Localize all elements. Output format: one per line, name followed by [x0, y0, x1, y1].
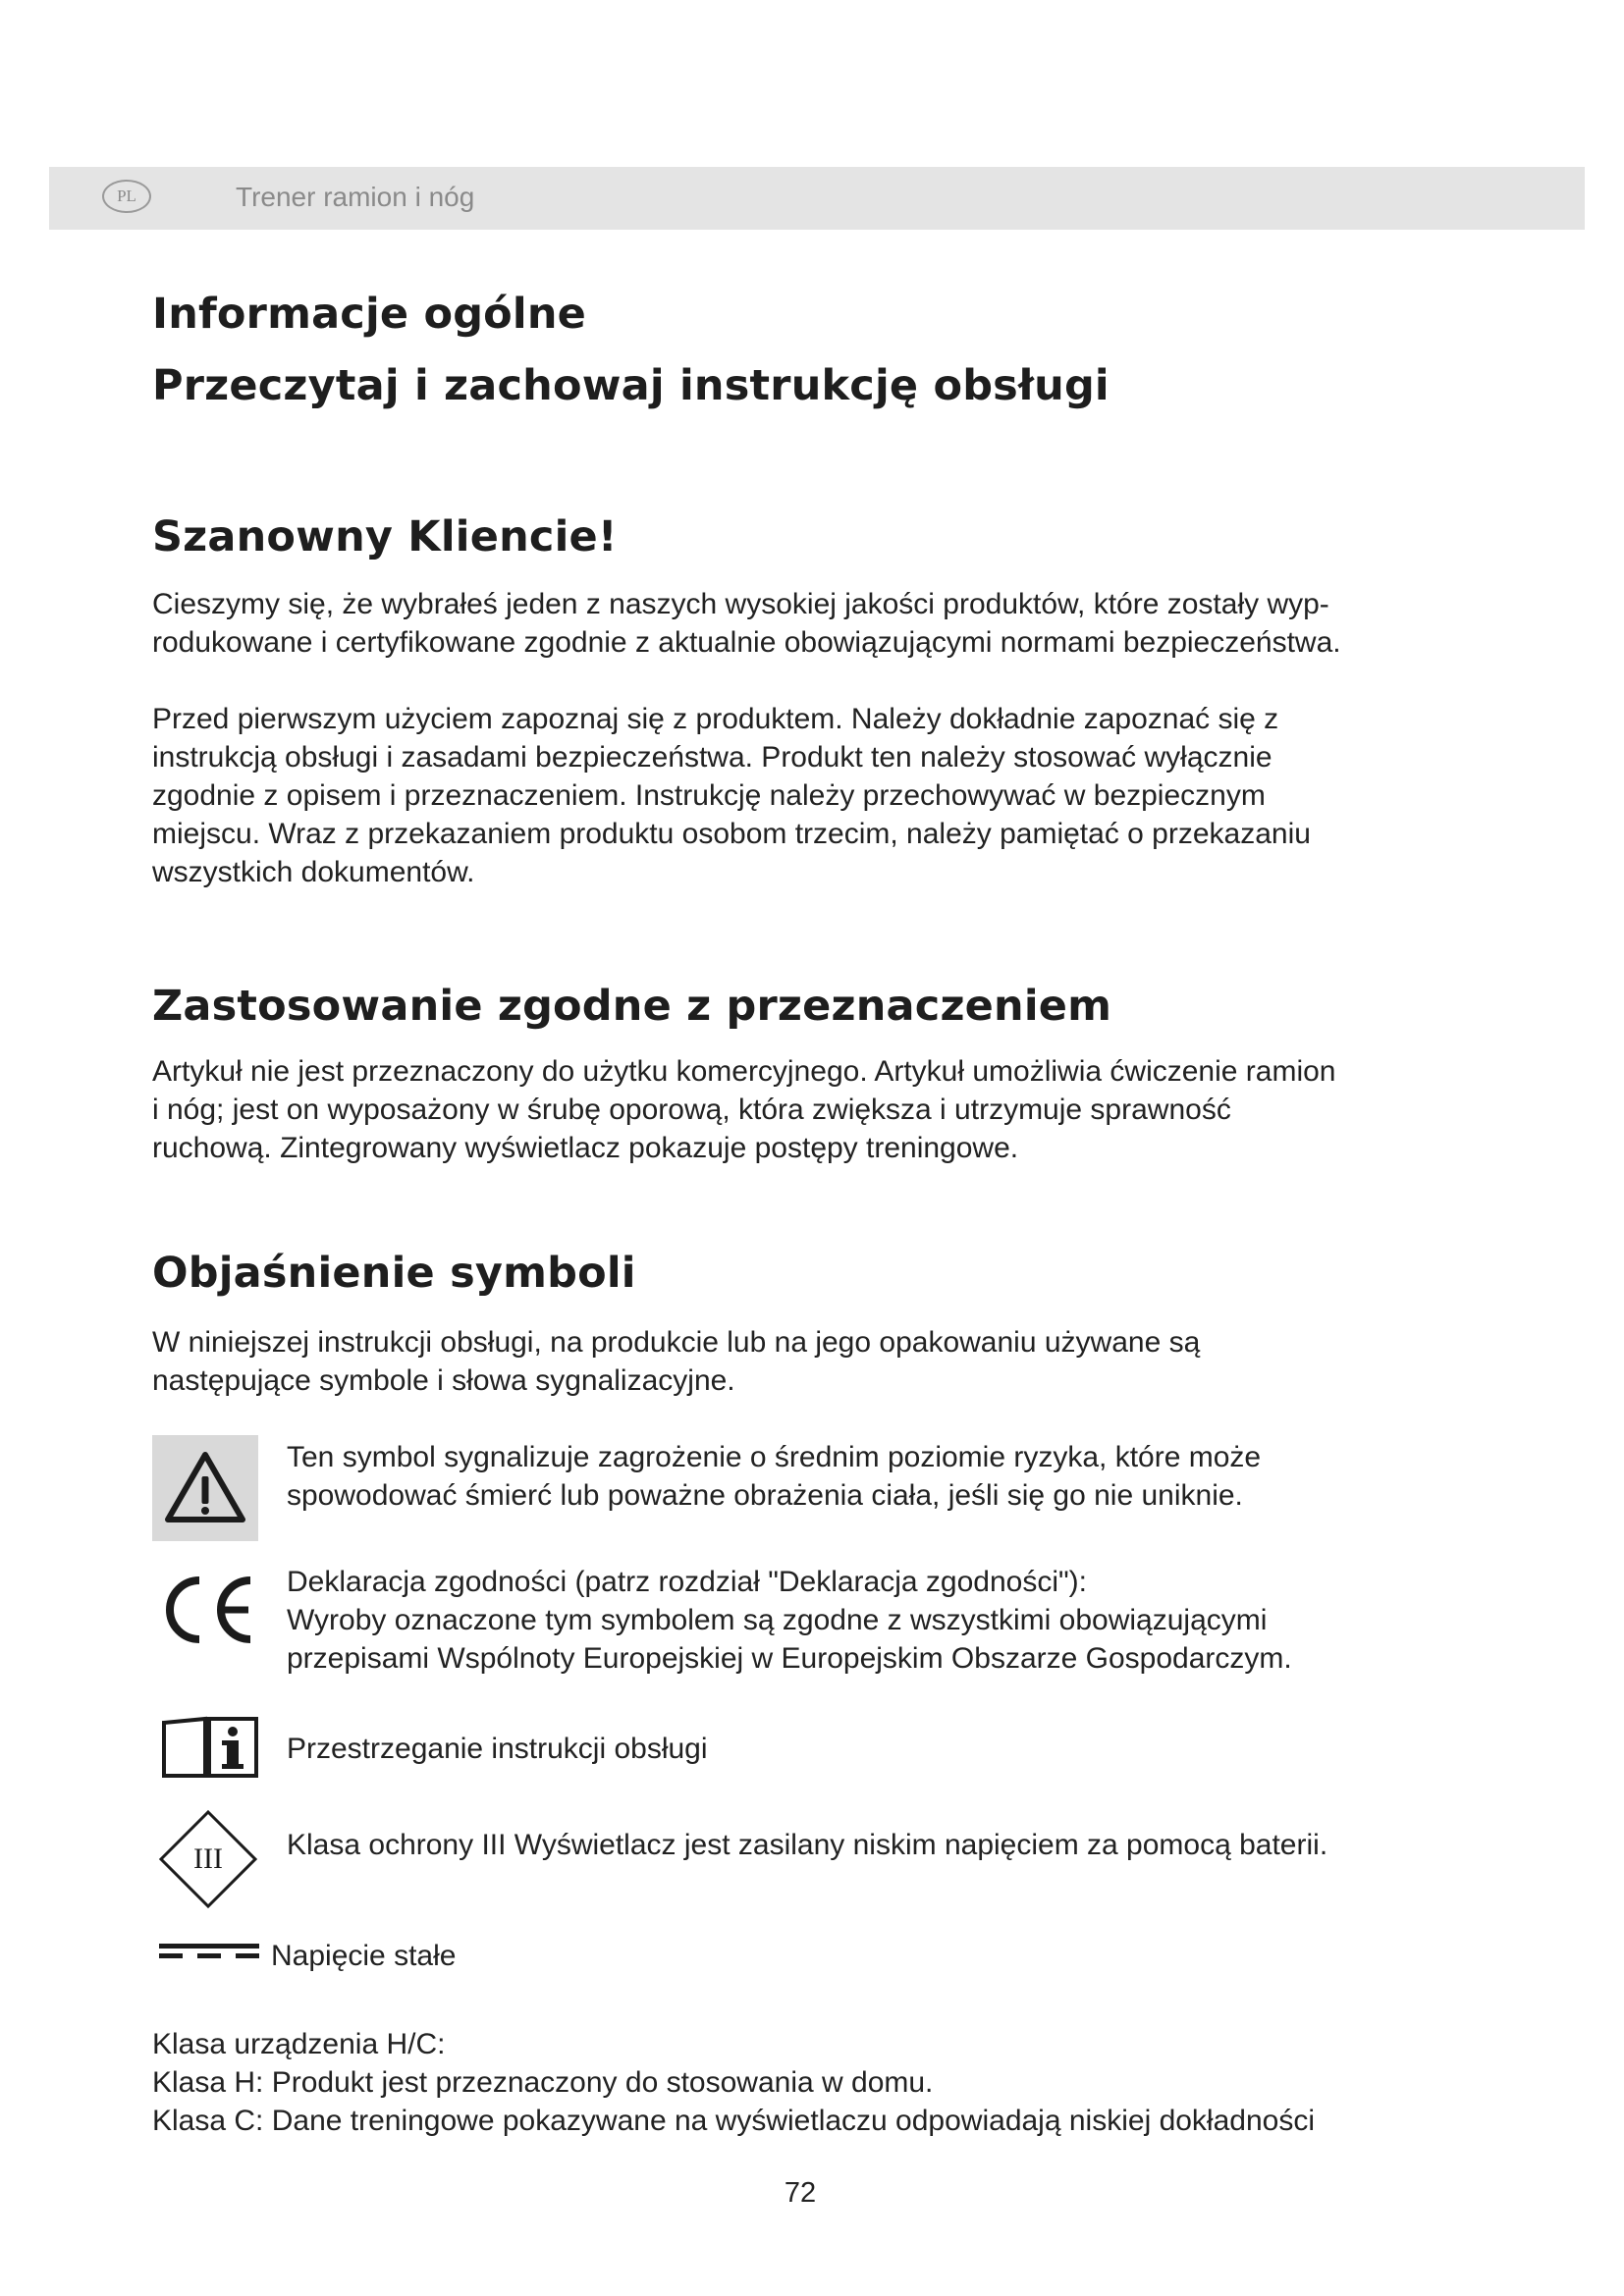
text-line: W niniejszej instrukcji obsługi, na produkcie lub na jego opakowaniu używane są [152, 1326, 1201, 1359]
heading-read-and-keep: Przeczytaj i zachowaj instrukcję obsługi [152, 361, 1110, 410]
customer-paragraph-2 [152, 700, 1497, 891]
symbols-intro [152, 1323, 1497, 1400]
heading-dear-customer: Szanowny Kliencie! [152, 512, 618, 561]
text-line: Artykuł nie jest przeznaczony do użytku komercyjnego. Artykuł umożliwia ćwiczenie ramion [152, 1055, 1336, 1088]
text-line: Wyroby oznaczone tym symbolem są zgodne z wszystkimi obowiązującymi [287, 1604, 1268, 1636]
language-badge: PL [102, 180, 151, 213]
heading-symbols: Objaśnienie symboli [152, 1249, 636, 1298]
text-line: zgodnie z opisem i przeznaczeniem. Instrukcję należy przechowywać w bezpiecznym [152, 779, 1266, 812]
text-line: Klasa urządzenia H/C: [152, 2028, 446, 2060]
manual-symbol-description: Przestrzeganie instrukcji obsługi [287, 1733, 708, 1765]
text-line: miejscu. Wraz z przekazaniem produktu osobom trzecim, należy pamiętać o przekazaniu [152, 818, 1311, 850]
text-line: spowodować śmierć lub poważne obrażenia ciała, jeśli się go nie uniknie. [287, 1479, 1243, 1512]
device-class-info [152, 2025, 1497, 2140]
warning-triangle-icon [152, 1435, 258, 1541]
ce-symbol-description [287, 1563, 1494, 1678]
header-title: Trener ramion i nóg [236, 182, 475, 212]
warning-symbol-description [287, 1438, 1494, 1515]
text-line: wszystkich dokumentów. [152, 856, 475, 888]
text-line: następujące symbole i słowa sygnalizacyjne. [152, 1364, 735, 1397]
heading-intended-use: Zastosowanie zgodne z przeznaczeniem [152, 982, 1112, 1031]
page-number: 72 [784, 2177, 817, 2209]
text-line: i nóg; jest on wyposażony w śrubę oporową, która zwiększa i utrzymuje sprawność [152, 1094, 1231, 1126]
intended-use-paragraph [152, 1052, 1497, 1167]
direct-current-icon [157, 1942, 261, 1961]
customer-paragraph-1 [152, 585, 1497, 662]
text-line: Deklaracja zgodności (patrz rozdział "Deklaracja zgodności"): [287, 1566, 1087, 1598]
text-line: rodukowane i certyfikowane zgodnie z aktualnie obowiązującymi normami bezpieczeństwa. [152, 626, 1341, 659]
heading-general-information: Informacje ogólne [152, 290, 587, 339]
text-line: przepisami Wspólnoty Europejskiej w Europejskim Obszarze Gospodarczym. [287, 1642, 1292, 1675]
protection-class-label: III [193, 1842, 223, 1875]
manual-info-icon [160, 1715, 262, 1780]
text-line: Klasa C: Dane treningowe pokazywane na wyświetlaczu odpowiadają niskiej dokładności [152, 2105, 1316, 2137]
text-line: ruchową. Zintegrowany wyświetlacz pokazuje postępy treningowe. [152, 1132, 1019, 1164]
text-line: instrukcją obsługi i zasadami bezpieczeństwa. Produkt ten należy stosować wyłącznie [152, 741, 1272, 774]
text-line: Ten symbol sygnalizuje zagrożenie o średnim poziomie ryzyka, które może [287, 1441, 1262, 1473]
dc-symbol-description: Napięcie stałe [271, 1940, 457, 1972]
text-line: Przed pierwszym użyciem zapoznaj się z produktem. Należy dokładnie zapoznać się z [152, 703, 1279, 735]
protection-class-description: Klasa ochrony III Wyświetlacz jest zasilany niskim napięciem za pomocą baterii. [287, 1829, 1328, 1861]
text-line: Cieszymy się, że wybrałeś jeden z naszych wysokiej jakości produktów, które zostały wyp- [152, 588, 1329, 620]
protection-class-iii-icon [157, 1808, 259, 1910]
ce-mark-icon [152, 1571, 260, 1649]
text-line: Klasa H: Produkt jest przeznaczony do stosowania w domu. [152, 2066, 934, 2099]
